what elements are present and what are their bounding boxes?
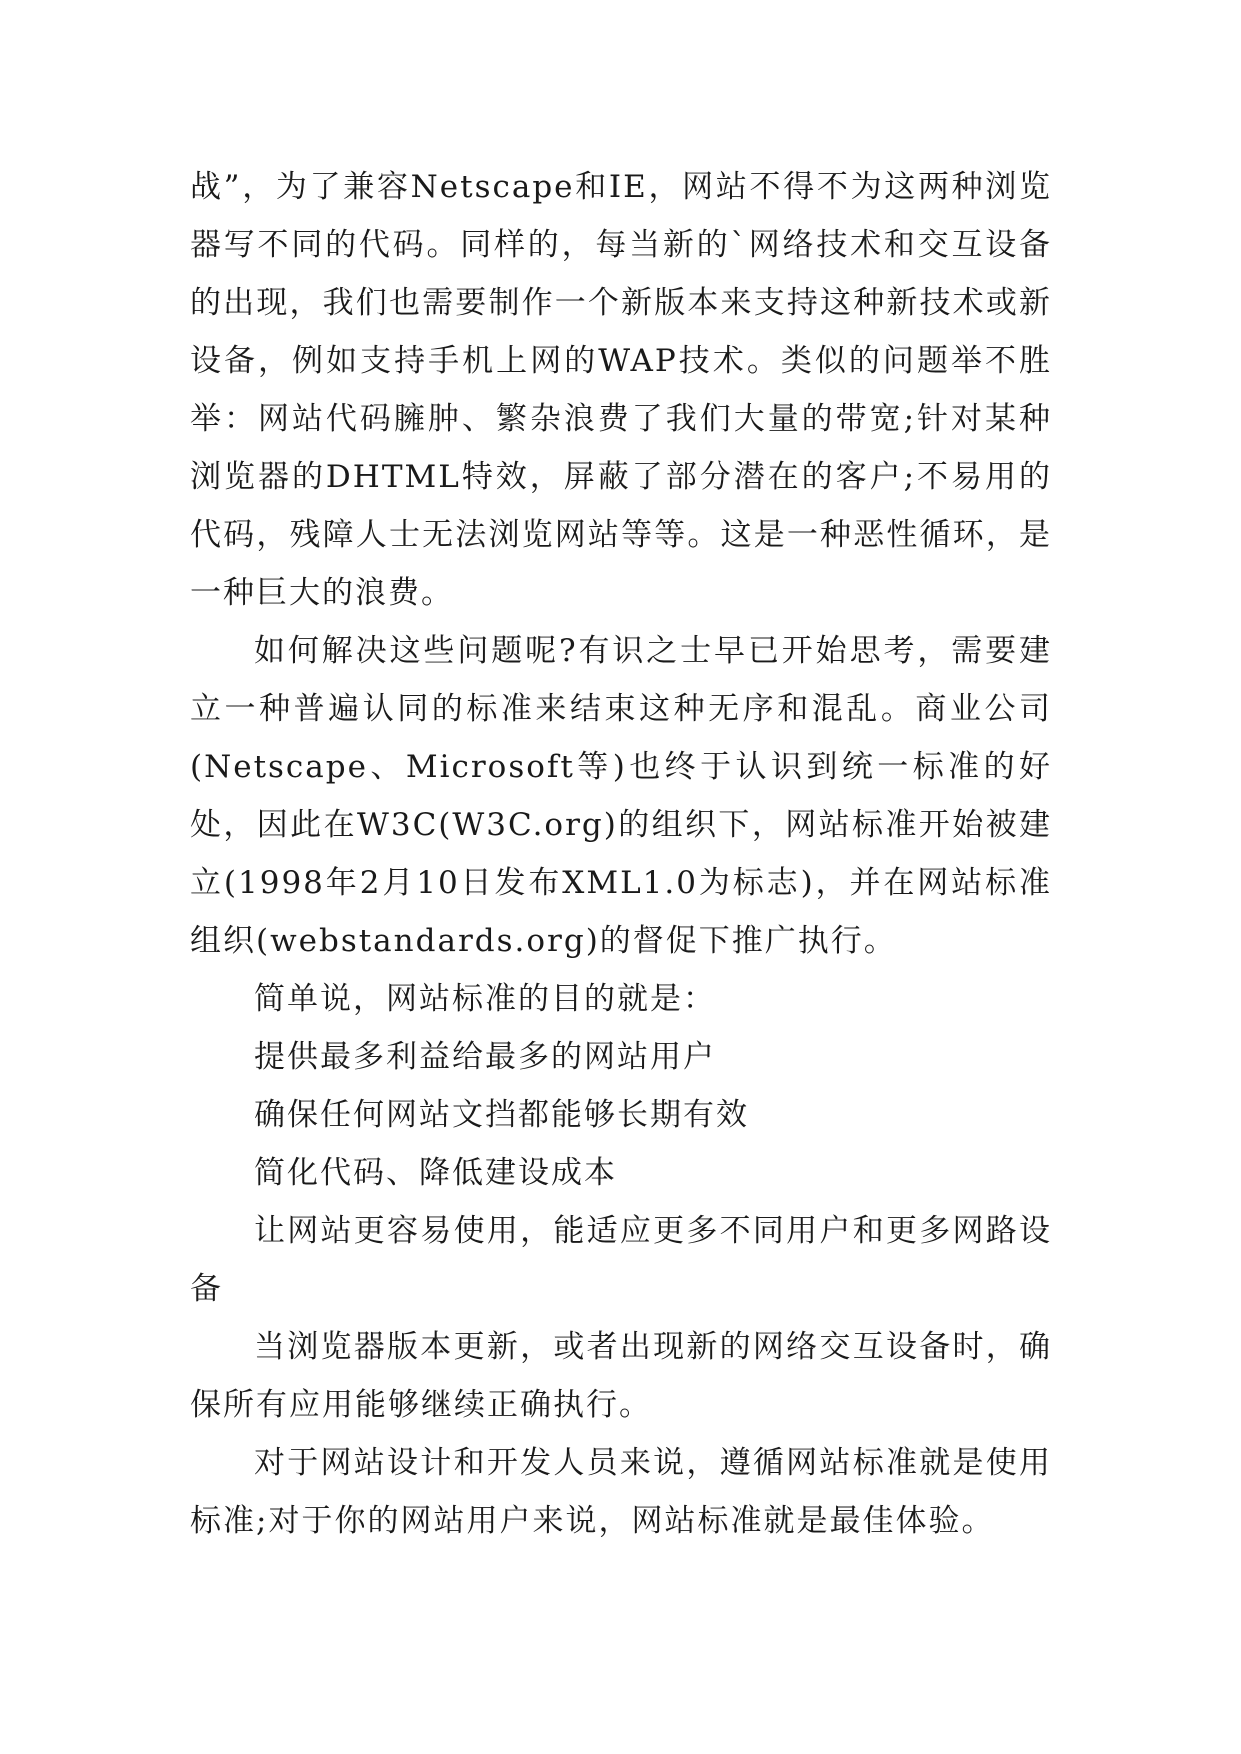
list-item-ease-of-use: 让网站更容易使用，能适应更多不同用户和更多网路设备 xyxy=(190,1213,1052,1307)
paragraph-purpose-intro: 简单说，网站标准的目的就是： xyxy=(254,981,716,1017)
document-body xyxy=(190,158,1052,1550)
list-item-forward-compat: 当浏览器版本更新，或者出现新的网络交互设备时，确保所有应用能够继续正确执行。 xyxy=(190,1329,1052,1423)
list-item-simplify-code: 简化代码、降低建设成本 xyxy=(254,1155,617,1191)
list-item-long-term-validity: 确保任何网站文挡都能够长期有效 xyxy=(254,1097,749,1133)
list-item-benefit-users: 提供最多利益给最多的网站用户 xyxy=(254,1039,716,1075)
paragraph-solution: 如何解决这些问题呢?有识之士早已开始思考，需要建立一种普遍认同的标准来结束这种无序和混乱。商业公司(Netscape、Microsoft等)也终于认识到统一标准的好处，因此在W3C(W3C.org)的组织下，网站标准开始被建立(1998年2月10日发布XML1.0为标志)，并在网站标准组织(webstandards.org)的督促下推广执行。 xyxy=(190,633,1052,959)
paragraph-browser-war: 战”，为了兼容Netscape和IE，网站不得不为这两种浏览器写不同的代码。同样的，每当新的`网络技术和交互设备的出现，我们也需要制作一个新版本来支持这种新技术或新设备，例如支持手机上网的WAP技术。类似的问题举不胜举：网站代码臃肿、繁杂浪费了我们大量的带宽;针对某种浏览器的DHTML特效，屏蔽了部分潜在的客户;不易用的代码，残障人士无法浏览网站等等。这是一种恶性循环，是一种巨大的浪费。 xyxy=(190,169,1052,611)
paragraph-conclusion: 对于网站设计和开发人员来说，遵循网站标准就是使用标准;对于你的网站用户来说，网站标准就是最佳体验。 xyxy=(190,1445,1052,1539)
